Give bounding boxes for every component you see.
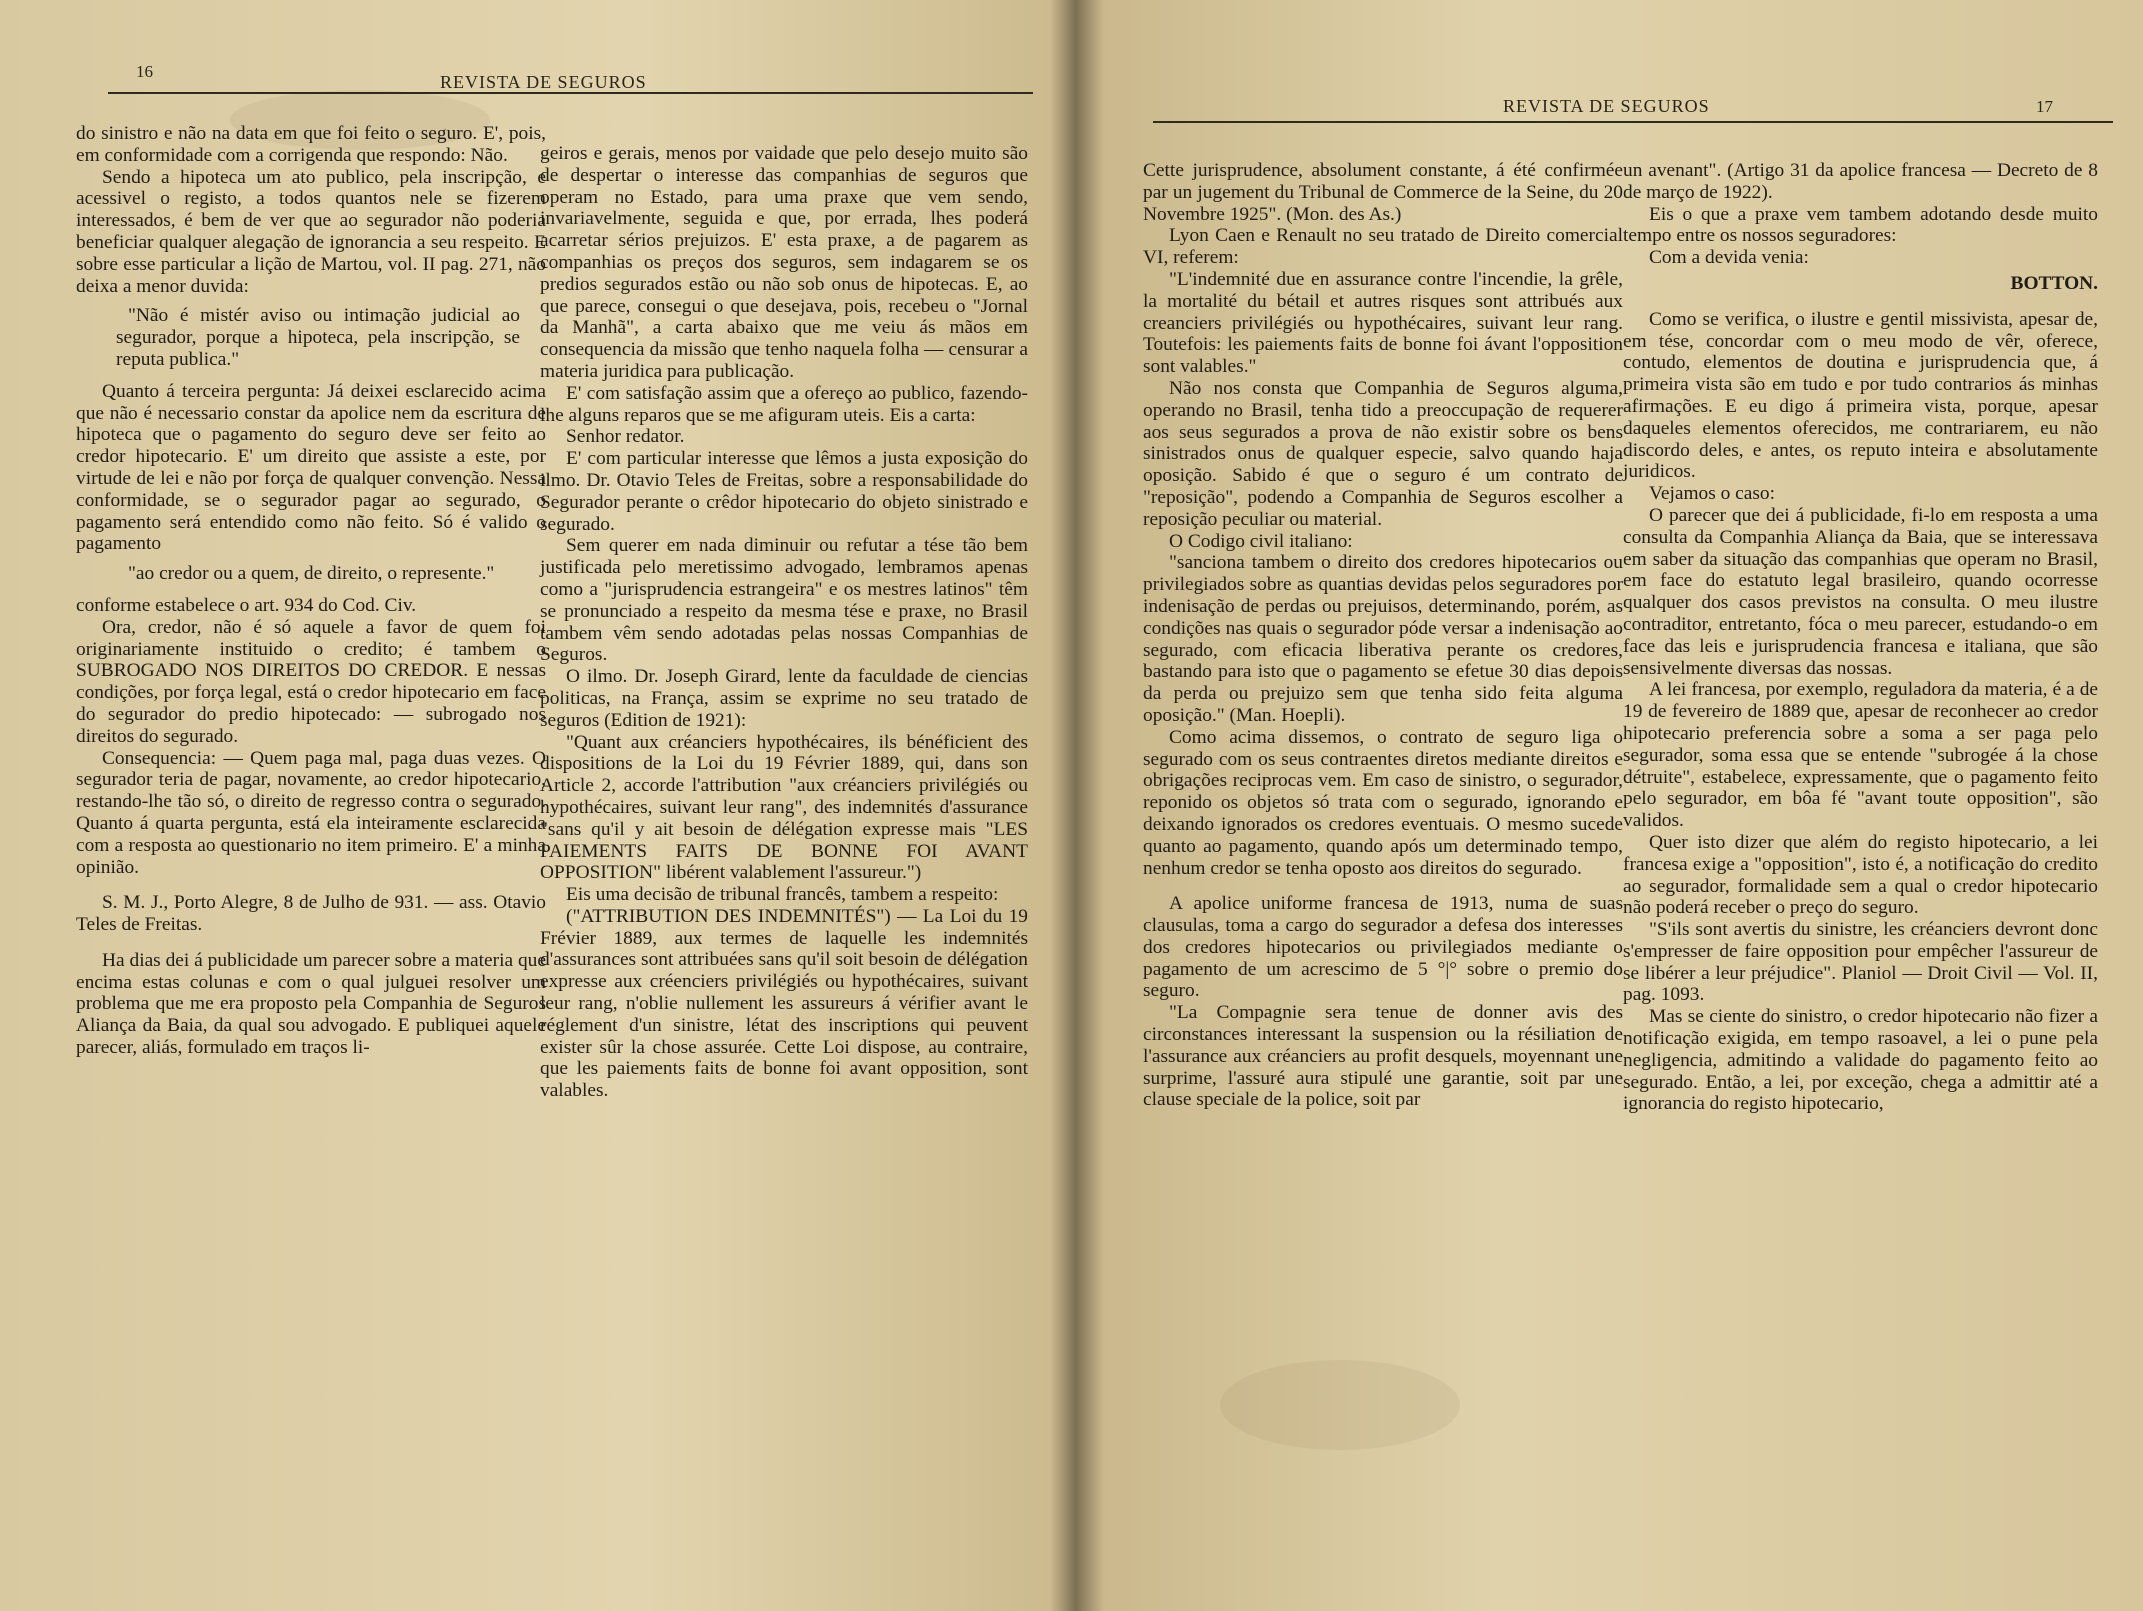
paragraph: Vejamos o caso: [1649,483,1776,505]
right-page-column-1 [1143,160,1623,1111]
paragraph: Ha dias dei á publicidade um parecer sobre a materia que encima estas colunas e com o qual julguei resolver um problema que me era proposto pela Companhia de Seguros Aliança da Baia, da qual sou advogado. E publiquei aquele parecer, aliás, formulado em traços li- [76,949,546,1059]
paragraph: "S'ils sont avertis du sinistre, les créanciers devront donc s'empresser de faire opposition pour empêcher l'assureur de se libérer a leur préjudice". Planiol — Droit Civil — Vol. II, pag. 1093. [1623,919,2098,1006]
paragraph: do sinistro e não na data em que foi feito o seguro. E', pois, em conformidade com a corrigenda que respondo: Não. [76,123,546,166]
paragraph: Mas se ciente do sinistro, o credor hipotecario não fizer a notificação exigida, em tempo rasoavel, a lei o pune pela negligencia, admitindo a validade do pagamento feito ao segurado. Então, a lei, por exceção, chega a admittir até a ignorancia do registo hipotecario, [1623,1006,2098,1115]
left-page-column-2 [540,143,1028,1102]
paragraph: conforme estabelece o art. 934 do Cod. Civ. [76,594,417,616]
paragraph: S. M. J., Porto Alegre, 8 de Julho de 931. — ass. Otavio Teles de Freitas. [76,892,546,936]
paragraph: "L'indemnité due en assurance contre l'incendie, la grêle, la mortalité du bétail et autres risques sont attribués aux creanciers privilégiés ou hypothécaires, suivant leur rang. Toutefois: les paiements faits de bonne foi ávant l'opposition sont valables." [1143,268,1623,378]
left-running-head: REVISTA DE SEGUROS [440,72,647,92]
paragraph: geiros e gerais, menos por vaidade que pelo desejo muito são de despertar o interesse das companhias de seguros que operam no Estado, para uma praxe que vem sendo, invariavelmente, seguida e que, por errada, lhes poderá acarretar sérios prejuizos. E' esta praxe, a de pagarem as companhias os preços dos seguros, sem indagarem se os predios segurados estão ou não sob onus de hipotecas. E, ao que parece, consegui o que desejava, pois, recebeu o "Jornal da Manhã", a carta abaixo que me veiu ás mãos em consequencia da missão que tenho naquela folha — censurar a materia juridica para publicação. [540,143,1028,382]
paragraph: un avenant". (Artigo 31 da apolice francesa — Decreto de 8 de março de 1922). [1623,160,2098,203]
right-page-column-2 [1623,160,2098,1115]
paragraph: Como acima dissemos, o contrato de seguro liga o segurado com os seus contraentes diretos mediante direitos e obrigações reciprocas vem. Em caso de sinistro, o segurador, reponido os objetos só trata com o segurado, ignorando e deixando ignorados os credores eventuais. O mesmo sucede quanto ao pagamento, quando após um determinado tempo, nenhum credor se tenha oposto aos direitos do segurado. [1143,726,1623,879]
paragraph: Sendo a hipoteca um ato publico, pela inscripção, e acessivel o registo, a todos quantos nele se fizerem interessados, é bem de ver que ao segurador não poderia beneficiar qualquer alegação de ignorancia a seu respeito. E sobre esse particular a lição de Martou, vol. II pag. 271, não deixa a menor duvida: [76,166,546,297]
right-page [1083,0,2143,1611]
paragraph: Eis uma decisão de tribunal francês, tambem a respeito: [566,884,999,906]
paragraph: "ao credor ou a quem, de direito, o represente." [128,563,495,585]
left-page-number: 16 [136,62,153,81]
right-page-number: 17 [2036,97,2053,116]
paragraph: "sanciona tambem o direito dos credores hipotecarios ou privilegiados sobre as quantias devidas pelos seguradores por indenisação de perdas ou prejuisos, determinando, porém, as condições nas quais o segurador póde versar a indenisação ao segurado, com eficacia liberativa perante os credores, bastando para isto que o pagamento se efetue 30 dias depois da perda ou prejuizo sem que tenha sido feita alguma oposição." (Man. Hoepli). [1143,552,1623,726]
paragraph: Com a devida venia: [1649,247,1809,269]
paragraph: Não nos consta que Companhia de Seguros alguma, operando no Brasil, tenha tido a preoccupação de requerer aos seus segurados a prova de não existir sobre os bens sinistrados onus de qualquer especie, salvo quando haja oposição. Sabido é que o seguro é um contrato de "reposição", podendo a Companhia de Seguros escolher a reposição peculiar ou material. [1143,377,1623,530]
paragraph: Senhor redator. [566,426,685,448]
paragraph: Lyon Caen e Renault no seu tratado de Direito comercial VI, referem: [1143,225,1623,269]
paragraph: E' com particular interesse que lêmos a justa exposição do ilmo. Dr. Otavio Teles de Freitas, sobre a responsabilidade do Segurador perante o crêdor hipotecario do objeto sinistrado e segurado. [540,448,1028,535]
paragraph: Sem querer em nada diminuir ou refutar a tése tão bem justificada pelo meretissimo advogado, lembramos apenas como a "jurisprudencia estrangeira" e os mestres latinos" têm se pronunciado a respeito da mesma tése e praxe, no Brasil tambem vêm sendo adotadas pelas nossas Companhias de Seguros. [540,535,1028,666]
paragraph: A lei francesa, por exemplo, reguladora da materia, é a de 19 de fevereiro de 1889 que, apesar de reconhecer ao credor hipotecario preferencia sobre a soma a ser paga pelo segurador, soma essa que se entende "subrogée á la chose détruite", estabelece, expressamente, que o pagamento feito pelo segurador, em bôa fé "avant toute opposition", são validos. [1623,679,2098,832]
paragraph: O parecer que dei á publicidade, fi-lo em resposta a uma consulta da Companhia Aliança da Baia, que se interessava em saber da situação das companhias que operam no Brasil, em face do estatuto legal brasileiro, quando ocorresse qualquer dos casos previstos na consulta. O meu ilustre contraditor, entretanto, fóca o meu parecer, estudando-o em face das leis e jurisprudencia francesa e italiana, que são sensivelmente diversas das nossas. [1623,504,2098,679]
left-page [0,0,1060,1611]
right-header-rule [1153,121,2113,123]
paragraph: BOTTON. [2010,272,2098,294]
paragraph: Quanto á terceira pergunta: Já deixei esclarecido acima que não é necessario constar da apolice nem da escritura de hipoteca que o pagamento do seguro deve ser feito ao credor hipotecario. E' um direito que assiste a este, por virtude de lei e não por força de qualquer convenção. Nessa conformidade, se o segurador pagar ao segurado, o pagamento será entendido como não feito. Só é valido o pagamento [76,380,546,555]
paragraph: "Quant aux créanciers hypothécaires, ils bénéficient des dispositions de la Loi du 19 Février 1889, qui, dans son Article 2, accorde l'attribution "aux créanciers privilégiés ou hypothécaires, suivant leur rang", des indemnités d'assurance "sans qu'il y ait besoin de délégation expresse mais "LES PAIEMENTS FAITS DE BONNE FOI AVANT OPPOSITION" libérent valablement l'assureur.") [540,731,1028,884]
paragraph: ("ATTRIBUTION DES INDEMNITÉS") — La Loi du 19 Frévier 1889, aux termes de laquelle les indemnités d'assurances sont attribuées sans qu'il soit besoin de délégation expresse aux créenciers privilégiés ou hypothécaires, suivant leur rang, n'oblie nullement les assureurs á vérifier avant le réglement d'un sinistre, létat des inscriptions qui peuvent exister sûr la chose assurée. Cette Loi dispose, au contraire, que les paiements faits de bonne foi avant opposition, sont valables. [540,905,1028,1102]
left-page-column-1 [76,123,546,1059]
paragraph: "Não é mistér aviso ou intimação judicial ao segurador, porque a hipoteca, pela inscripção, se reputa publica." [116,305,520,370]
paragraph: Quer isto dizer que além do registo hipotecario, a lei francesa exige a "opposition", isto é, a notificação do credito ao segurador, formalidade sem a qual o credor hipotecario não poderá receber o preço do seguro. [1623,831,2098,919]
right-running-head: REVISTA DE SEGUROS [1503,96,1710,116]
paragraph: O Codigo civil italiano: [1169,530,1353,552]
paragraph: "La Compagnie sera tenue de donner avis des circonstances interessant la suspension ou la résiliation de l'assurance aux créanciers au profit desquels, moyennant une surprime, l'assuré aura stipulé une garantie, soit par une clause speciale de la police, soit par [1143,1002,1623,1111]
paragraph: A apolice uniforme francesa de 1913, numa de suas clausulas, toma a cargo do segurador a defesa dos interesses dos credores hipotecarios ou privilegiados mediante o pagamento de um acrescimo de 5 °|° sobre o premio do seguro. [1143,893,1623,1002]
paragraph: Eis o que a praxe vem tambem adotando desde muito tempo entre os nossos seguradores: [1623,203,2098,247]
paragraph: O ilmo. Dr. Joseph Girard, lente da faculdade de ciencias politicas, na França, assim se exprime no seu tratado de seguros (Edition de 1921): [540,666,1028,731]
paragraph: Cette jurisprudence, absolument constante, á été confirmée par un jugement du Tribunal de Commerce de la Seine, du 20 Novembre 1925". (Mon. des As.) [1143,160,1623,225]
paragraph: Como se verifica, o ilustre e gentil missivista, apesar de, em tése, concordar com o meu modo de vêr, oferece, contudo, elementos de doutina e jurisprudencia que, á primeira vista são em tudo e por tudo contrarios ás minhas afirmações. E eu digo á primeira vista, porque, apesar daqueles elementos oferecidos, me contrariarem, eu não discordo deles, e antes, os reputo inteira e absolutamente juridicos. [1623,308,2098,483]
left-header-rule [108,92,1033,94]
paragraph: Consequencia: — Quem paga mal, paga duas vezes. O segurador teria de pagar, novamente, ao credor hipotecario, restando-lhe tão só, o direito de regresso contra o segurado. Quanto á quarta pergunta, está ela inteiramente esclarecida com a resposta ao questionario no item primeiro. E' a minha opinião. [76,747,546,878]
paragraph: E' com satisfação assim que a ofereço ao publico, fazendo-lhe alguns reparos que se me afiguram uteis. Eis a carta: [540,382,1028,426]
paragraph: Ora, credor, não é só aquele a favor de quem foi originariamente instituido o credito; é tambem o SUBROGADO NOS DIREITOS DO CREDOR. E nessas condições, por força legal, está o credor hipotecario em face do segurador do predio hipotecado: — subrogado nos direitos do segurado. [76,616,546,747]
